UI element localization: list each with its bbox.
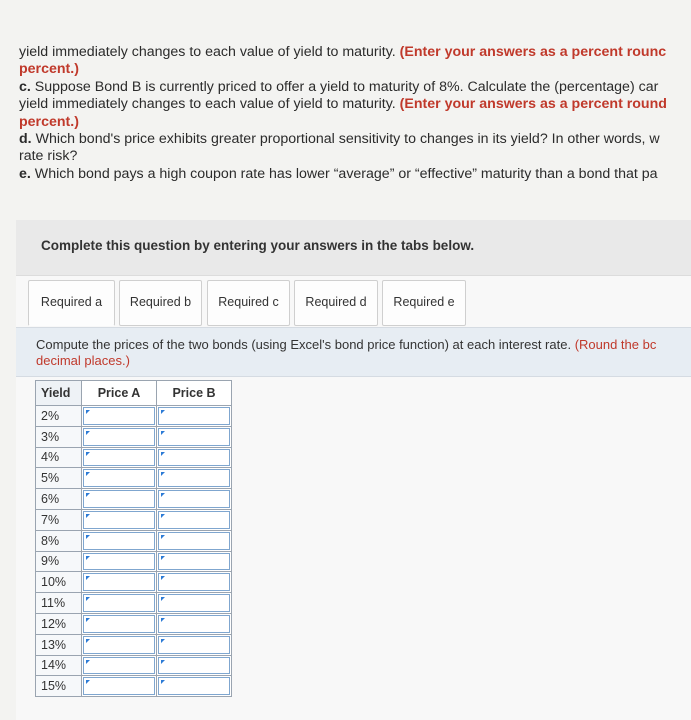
yield-cell: 2% [36, 406, 82, 427]
price-a-input[interactable] [83, 594, 155, 612]
price-a-input[interactable] [83, 532, 155, 550]
instruction-rounding: (Round the bc [574, 337, 657, 352]
yield-cell: 9% [36, 551, 82, 572]
column-header-yield: Yield [36, 381, 82, 406]
price-a-input[interactable] [83, 469, 155, 487]
question-part-d [19, 131, 691, 148]
price-b-input-cell [157, 551, 232, 572]
price-a-input-cell [82, 634, 157, 655]
price-b-input[interactable] [158, 490, 230, 508]
price-a-input[interactable] [83, 657, 155, 675]
question-text [19, 44, 691, 183]
yield-cell: 12% [36, 613, 82, 634]
price-a-input[interactable] [83, 428, 155, 446]
table-header-row [36, 381, 232, 406]
question-line [19, 44, 691, 61]
price-a-input[interactable] [83, 553, 155, 571]
yield-cell: 3% [36, 426, 82, 447]
table-body [36, 406, 232, 697]
price-b-input-cell [157, 447, 232, 468]
rounding-instruction: percent.) [19, 113, 79, 130]
rounding-instruction: (Enter your answers as a percent round [399, 96, 667, 113]
yield-cell: 4% [36, 447, 82, 468]
part-label: c. [19, 78, 31, 95]
price-b-input[interactable] [158, 407, 230, 425]
price-b-input[interactable] [158, 636, 230, 654]
question-line [19, 61, 691, 78]
price-a-input[interactable] [83, 573, 155, 591]
question-line-text: Suppose Bond B is currently priced to offer a yield to maturity of 8%. Calculate the (percentage) car [34, 78, 659, 95]
table-row [36, 489, 232, 510]
yield-cell: 5% [36, 468, 82, 489]
price-a-input-cell [82, 551, 157, 572]
price-b-input-cell [157, 468, 232, 489]
price-b-input-cell [157, 613, 232, 634]
yield-cell: 14% [36, 655, 82, 676]
price-b-input[interactable] [158, 532, 230, 550]
tab-required-c[interactable]: Required c [207, 280, 290, 326]
price-a-input[interactable] [83, 511, 155, 529]
table-row [36, 406, 232, 427]
price-b-input-cell [157, 655, 232, 676]
panel-header [16, 220, 691, 276]
price-b-input[interactable] [158, 657, 230, 675]
question-part-e [19, 166, 691, 183]
price-b-input-cell [157, 406, 232, 427]
instruction-rounding: decimal places.) [36, 353, 130, 368]
price-b-input[interactable] [158, 553, 230, 571]
price-a-input[interactable] [83, 449, 155, 467]
instruction-text [36, 337, 691, 369]
yield-cell: 6% [36, 489, 82, 510]
price-b-input-cell [157, 426, 232, 447]
rounding-instruction: percent.) [19, 61, 79, 78]
tab-required-e[interactable]: Required e [382, 280, 466, 326]
table-row [36, 593, 232, 614]
price-b-input-cell [157, 572, 232, 593]
price-b-input[interactable] [158, 594, 230, 612]
price-b-input[interactable] [158, 428, 230, 446]
price-a-input[interactable] [83, 407, 155, 425]
question-line-text: rate risk? [19, 148, 78, 165]
price-b-input[interactable] [158, 449, 230, 467]
price-b-input-cell [157, 530, 232, 551]
yield-cell: 7% [36, 509, 82, 530]
price-a-input-cell [82, 468, 157, 489]
price-b-input-cell [157, 489, 232, 510]
price-b-input[interactable] [158, 511, 230, 529]
yield-cell: 11% [36, 593, 82, 614]
price-a-input-cell [82, 489, 157, 510]
yield-cell: 8% [36, 530, 82, 551]
part-label: d. [19, 131, 32, 148]
instruction-box [16, 327, 691, 377]
price-b-input[interactable] [158, 573, 230, 591]
price-a-input-cell [82, 655, 157, 676]
column-header-price-b: Price B [157, 381, 232, 406]
instruction-main: Compute the prices of the two bonds (using Excel's bond price function) at each interest rate. [36, 337, 572, 352]
part-label: e. [19, 165, 31, 182]
tab-required-b[interactable]: Required b [119, 280, 202, 326]
price-a-input-cell [82, 530, 157, 551]
bond-price-table [35, 380, 232, 697]
price-a-input[interactable] [83, 615, 155, 633]
rounding-instruction: (Enter your answers as a percent rounc [399, 44, 667, 60]
table-row [36, 426, 232, 447]
tab-required-d[interactable]: Required d [294, 280, 378, 326]
price-a-input-cell [82, 447, 157, 468]
table-row [36, 634, 232, 655]
answer-panel [16, 220, 691, 720]
yield-cell: 15% [36, 676, 82, 697]
price-a-input[interactable] [83, 677, 155, 695]
yield-cell: 10% [36, 572, 82, 593]
price-a-input-cell [82, 613, 157, 634]
table-row [36, 613, 232, 634]
table-row [36, 447, 232, 468]
yield-cell: 13% [36, 634, 82, 655]
panel-heading: Complete this question by entering your answers in the tabs below. [41, 238, 475, 253]
price-a-input[interactable] [83, 636, 155, 654]
price-a-input-cell [82, 406, 157, 427]
table-row [36, 551, 232, 572]
price-b-input-cell [157, 634, 232, 655]
column-header-price-a: Price A [82, 381, 157, 406]
question-line-text: yield immediately changes to each value of yield to maturity. [19, 44, 396, 60]
table-row [36, 509, 232, 530]
question-line-text: yield immediately changes to each value of yield to maturity. [19, 96, 396, 113]
question-line-text: Which bond pays a high coupon rate has lower “average” or “effective” maturity than a bond that pa [34, 165, 658, 182]
price-b-input[interactable] [158, 615, 230, 633]
table-row [36, 676, 232, 697]
price-b-input[interactable] [158, 469, 230, 487]
price-a-input-cell [82, 593, 157, 614]
price-a-input-cell [82, 426, 157, 447]
price-a-input-cell [82, 572, 157, 593]
tab-required-a[interactable]: Required a [28, 280, 115, 326]
table-row [36, 530, 232, 551]
question-line [19, 114, 691, 131]
question-part-c [19, 79, 691, 96]
table-row [36, 468, 232, 489]
table-row [36, 572, 232, 593]
table-row [36, 655, 232, 676]
price-b-input-cell [157, 676, 232, 697]
question-line [19, 148, 691, 165]
price-b-input[interactable] [158, 677, 230, 695]
price-b-input-cell [157, 593, 232, 614]
price-a-input-cell [82, 676, 157, 697]
question-line-text: Which bond's price exhibits greater proportional sensitivity to changes in its yield? In other words, w [35, 131, 660, 148]
price-a-input[interactable] [83, 490, 155, 508]
price-b-input-cell [157, 509, 232, 530]
price-a-input-cell [82, 509, 157, 530]
question-line [19, 96, 691, 113]
